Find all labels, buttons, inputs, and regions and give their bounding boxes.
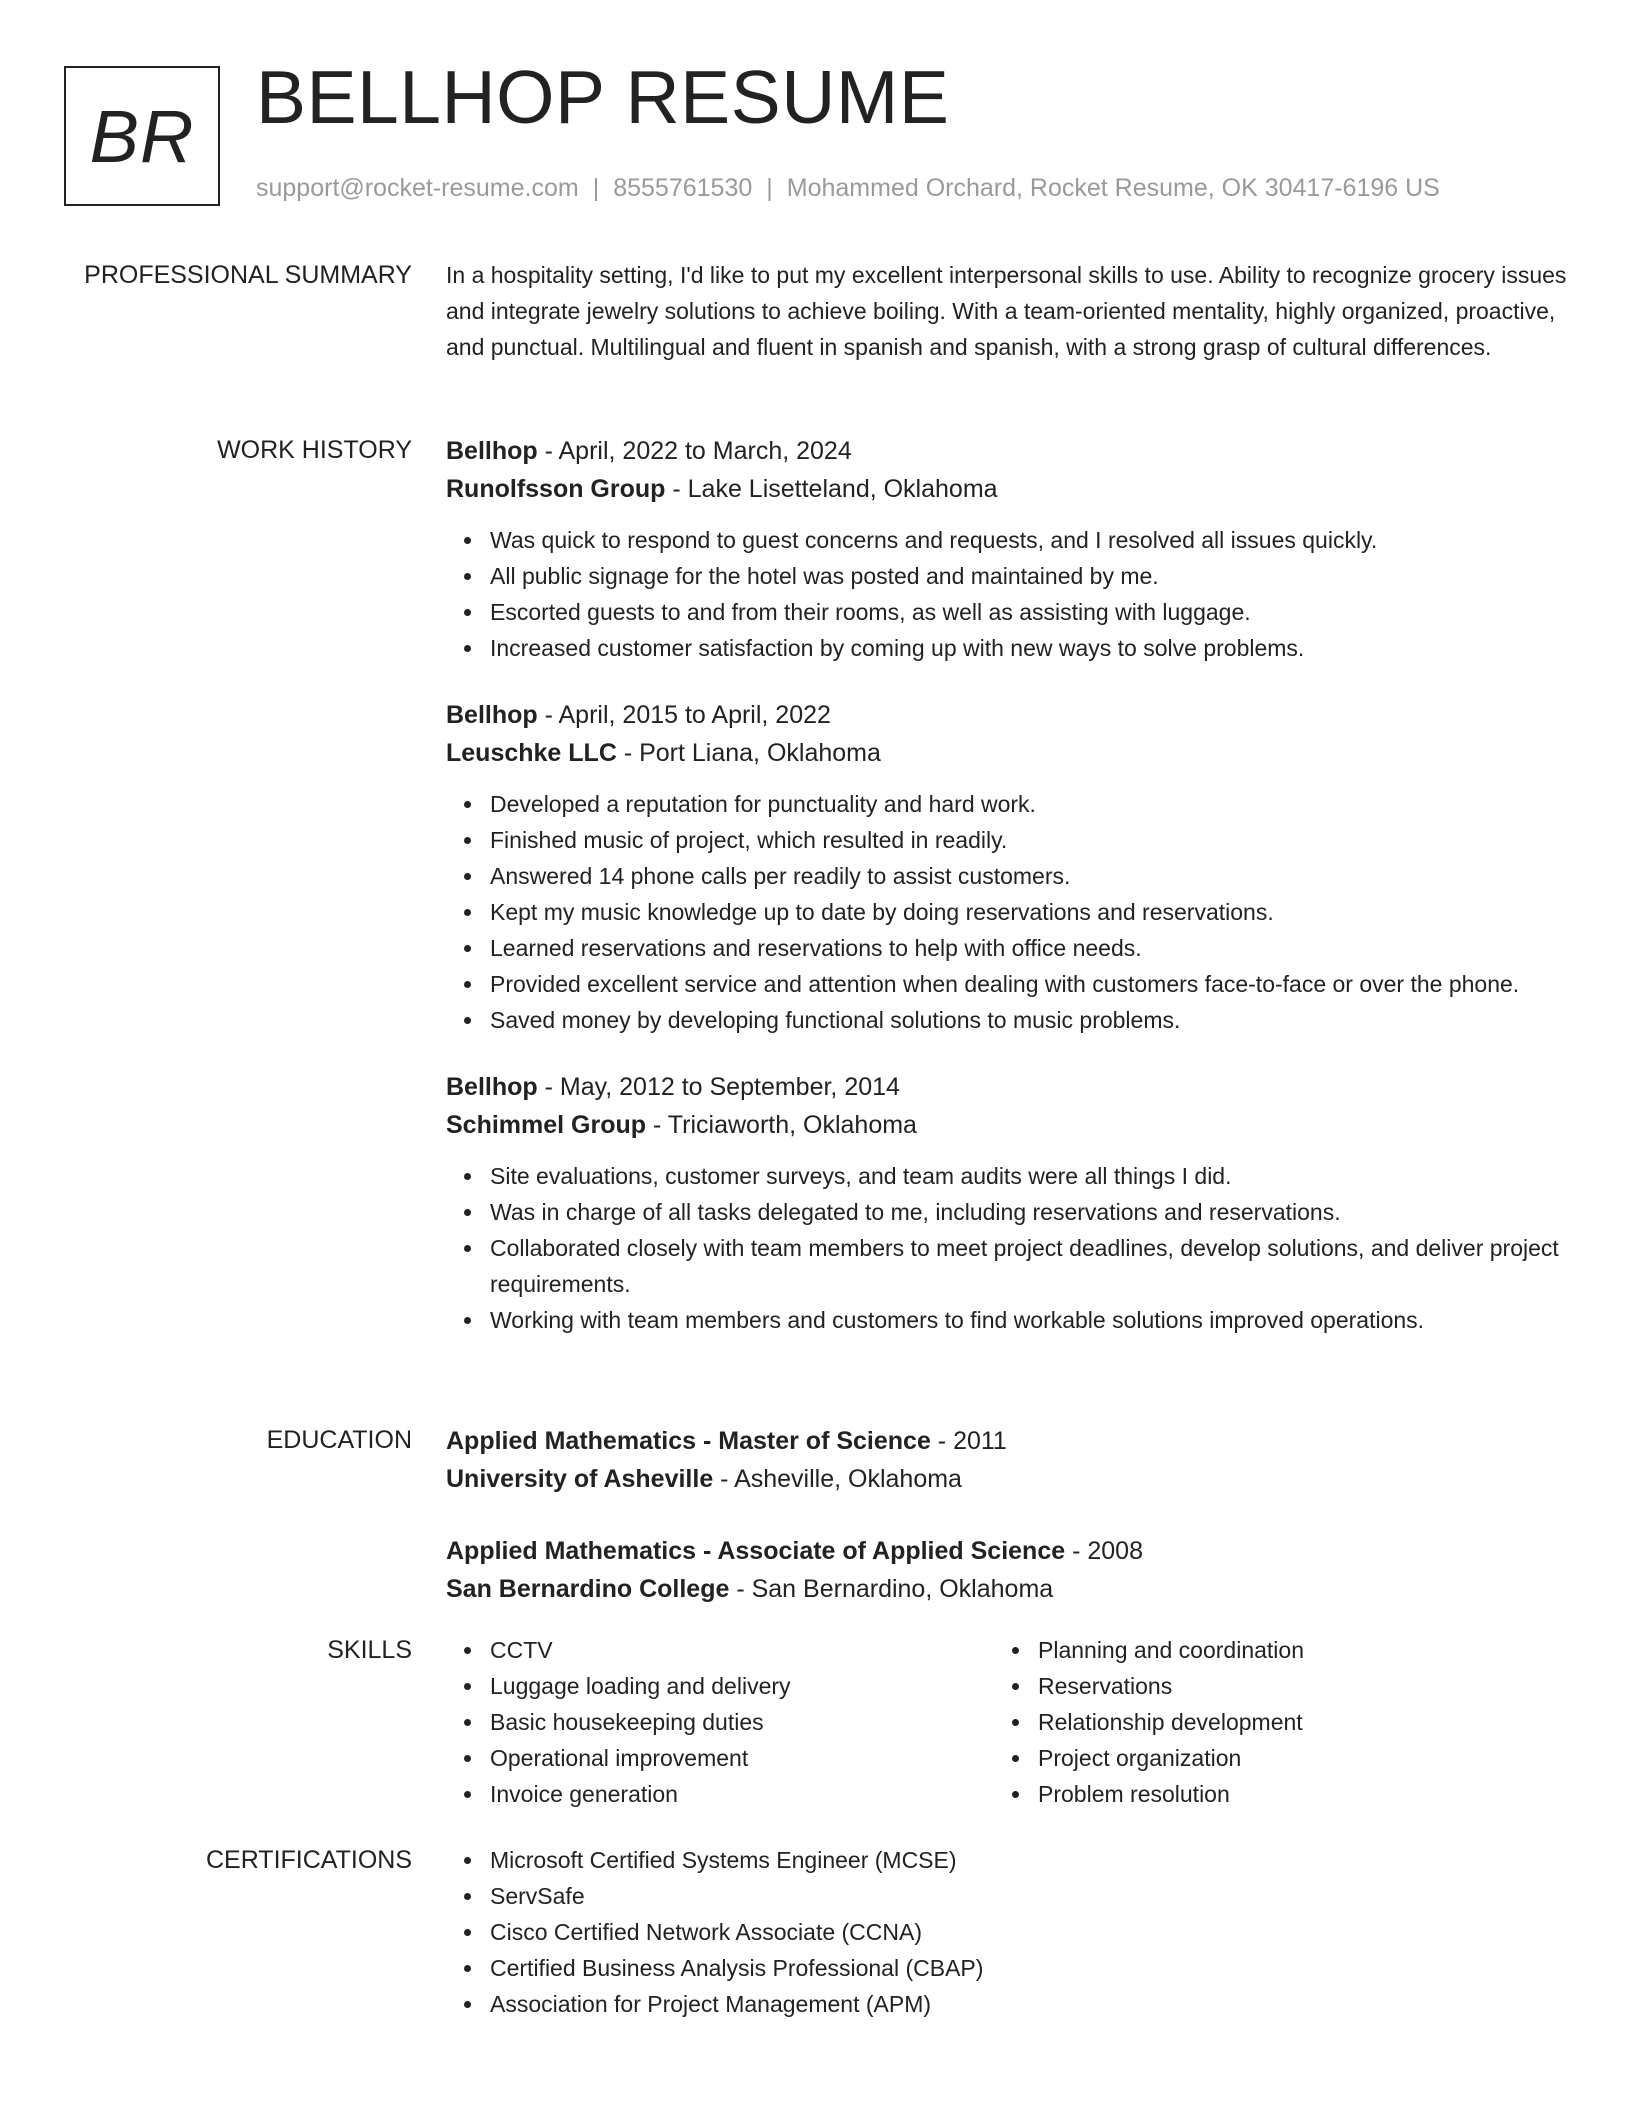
job-duty: Answered 14 phone calls per readily to assist customers. — [490, 858, 1576, 894]
education-school-line — [446, 1460, 1576, 1498]
skill-item: CCTV — [490, 1632, 994, 1668]
skill-item: Planning and coordination — [1038, 1632, 1554, 1668]
job-location: - Lake Lisetteland, Oklahoma — [665, 475, 998, 503]
education-school: University of Asheville — [446, 1465, 714, 1493]
job-location: - Triciaworth, Oklahoma — [646, 1111, 917, 1139]
education-location: - Asheville, Oklahoma — [713, 1465, 962, 1493]
skills-list-right — [994, 1632, 1554, 1812]
section-heading-skills: SKILLS — [327, 1636, 412, 1664]
skills-list-left — [446, 1632, 994, 1812]
job-duties — [446, 786, 1576, 1038]
job-entry — [446, 696, 1576, 1038]
job-duty: Escorted guests to and from their rooms, as well as assisting with luggage. — [490, 594, 1576, 630]
education-degree-line — [446, 1532, 1576, 1570]
job-company: Schimmel Group — [446, 1111, 647, 1139]
contact-separator: | — [592, 174, 600, 202]
job-entry — [446, 432, 1576, 666]
skill-item: Operational improvement — [490, 1740, 994, 1776]
job-duties — [446, 522, 1576, 666]
job-duty: Kept my music knowledge up to date by doing reservations and reservations. — [490, 894, 1576, 930]
section-heading-education: EDUCATION — [266, 1426, 412, 1454]
job-company: Runolfsson Group — [446, 475, 666, 503]
contact-separator: | — [766, 174, 773, 202]
job-company-line — [446, 470, 1576, 508]
contact-email: support@rocket-resume.com — [256, 174, 579, 202]
job-duty: Developed a reputation for punctuality and hard work. — [490, 786, 1576, 822]
education-degree-line — [446, 1422, 1576, 1460]
skill-item: Invoice generation — [490, 1776, 994, 1812]
job-duty: Provided excellent service and attention when dealing with customers face-to-face or over the phone. — [490, 966, 1576, 1002]
job-company: Leuschke LLC — [446, 739, 617, 767]
education-degree: Applied Mathematics - Master of Science — [446, 1427, 931, 1455]
skills-columns — [446, 1632, 1576, 1812]
monogram-box — [64, 66, 220, 206]
contact-address: Mohammed Orchard, Rocket Resume, OK 30417-6196 US — [786, 174, 1440, 202]
section-heading-work: WORK HISTORY — [217, 436, 412, 464]
job-duty: Working with team members and customers to find workable solutions improved operations. — [490, 1302, 1576, 1338]
job-duty: Learned reservations and reservations to help with office needs. — [490, 930, 1576, 966]
resume-title: BELLHOP RESUME — [256, 55, 950, 139]
job-title: Bellhop — [446, 1073, 538, 1101]
job-entry — [446, 1068, 1576, 1338]
job-duty: Finished music of project, which resulted in readily. — [490, 822, 1576, 858]
job-location: - Port Liana, Oklahoma — [616, 739, 881, 767]
certification-item: Certified Business Analysis Professional (CBAP) — [490, 1950, 1576, 1986]
certifications-list — [446, 1842, 1576, 2022]
job-duty: Increased customer satisfaction by coming up with new ways to solve problems. — [490, 630, 1576, 666]
job-duty: All public signage for the hotel was posted and maintained by me. — [490, 558, 1576, 594]
education-entry — [446, 1532, 1576, 1608]
skill-item: Luggage loading and delivery — [490, 1668, 994, 1704]
job-duty: Saved money by developing functional solutions to music problems. — [490, 1002, 1576, 1038]
contact-line — [256, 174, 1440, 203]
education-school: San Bernardino College — [446, 1575, 730, 1603]
job-duty: Was in charge of all tasks delegated to me, including reservations and reservations. — [490, 1194, 1576, 1230]
contact-phone: 8555761530 — [613, 174, 753, 202]
job-title: Bellhop — [446, 437, 538, 465]
skill-item: Relationship development — [1038, 1704, 1554, 1740]
job-title-line — [446, 696, 1576, 734]
education-school-line — [446, 1570, 1576, 1608]
job-duties — [446, 1158, 1576, 1338]
skill-item: Reservations — [1038, 1668, 1554, 1704]
education-location: - San Bernardino, Oklahoma — [729, 1575, 1054, 1603]
certification-item: Microsoft Certified Systems Engineer (MCSE) — [490, 1842, 1576, 1878]
skill-item: Project organization — [1038, 1740, 1554, 1776]
job-dates: - April, 2015 to April, 2022 — [537, 701, 831, 729]
section-heading-summary: PROFESSIONAL SUMMARY — [84, 261, 412, 289]
job-title-line — [446, 1068, 1576, 1106]
education-degree: Applied Mathematics - Associate of Applied Science — [446, 1537, 1066, 1565]
education-year: - 2011 — [930, 1427, 1007, 1455]
job-duty: Collaborated closely with team members to meet project deadlines, develop solutions, and deliver project requirements. — [490, 1230, 1576, 1302]
certification-item: ServSafe — [490, 1878, 1576, 1914]
job-duty: Site evaluations, customer surveys, and team audits were all things I did. — [490, 1158, 1576, 1194]
certification-item: Association for Project Management (APM) — [490, 1986, 1576, 2022]
job-title: Bellhop — [446, 701, 538, 729]
job-dates: - April, 2022 to March, 2024 — [537, 437, 852, 465]
skill-item: Basic housekeeping duties — [490, 1704, 994, 1740]
certification-item: Cisco Certified Network Associate (CCNA) — [490, 1914, 1576, 1950]
job-duty: Was quick to respond to guest concerns and requests, and I resolved all issues quickly. — [490, 522, 1576, 558]
summary-text: In a hospitality setting, I'd like to put my excellent interpersonal skills to use. Ability to recognize grocery issues and integrate jewelry solutions to achieve boiling. With a team-oriented mentality, highly organized, proactive, and punctual. Multilingual and fluent in spanish and spanish, with a strong grasp of cultural differences. — [446, 262, 1567, 360]
education-entry — [446, 1422, 1576, 1498]
job-title-line — [446, 432, 1576, 470]
job-dates: - May, 2012 to September, 2014 — [537, 1073, 900, 1101]
education-year: - 2008 — [1065, 1537, 1143, 1565]
job-company-line — [446, 1106, 1576, 1144]
skill-item: Problem resolution — [1038, 1776, 1554, 1812]
monogram-initials: BR — [89, 94, 195, 178]
section-heading-certifications: CERTIFICATIONS — [205, 1846, 412, 1874]
job-company-line — [446, 734, 1576, 772]
